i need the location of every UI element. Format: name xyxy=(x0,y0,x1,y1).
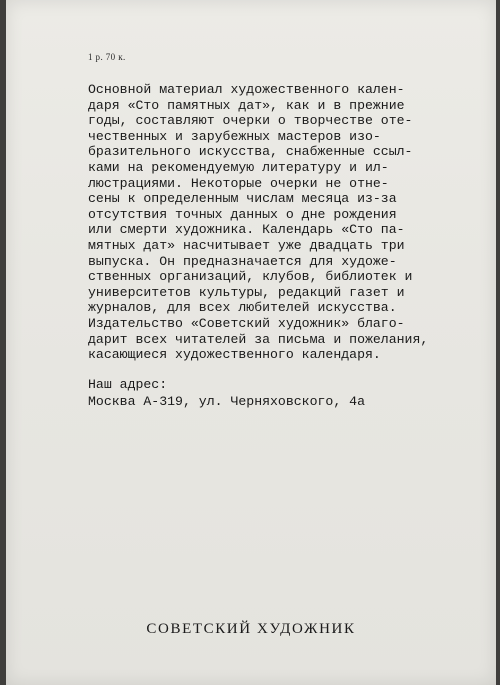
text-line: или смерти художника. Календарь «Сто па- xyxy=(88,222,405,238)
text-line: люстрациями. Некоторые очерки не отне- xyxy=(88,175,389,191)
text-line: сены к определенным числам месяца из-за xyxy=(88,191,397,207)
text-line: даря «Сто памятных дат», как и в прежние xyxy=(88,97,405,113)
text-line: мятных дат» насчитывает уже двадцать три xyxy=(88,237,405,253)
text-line: чественных и зарубежных мастеров изо- xyxy=(88,128,381,144)
text-line: журналов, для всех любителей искусства. xyxy=(88,300,397,316)
back-cover-page xyxy=(6,0,496,685)
description-text xyxy=(88,82,428,363)
text-line: бразительного искусства, снабженные ссыл- xyxy=(88,144,413,160)
text-line: ственных организаций, клубов, библиотек и xyxy=(88,269,413,285)
text-line: ками на рекомендуемую литературу и ил- xyxy=(88,159,389,175)
publisher-name: СОВЕТСКИЙ ХУДОЖНИК xyxy=(146,621,356,637)
text-line: дарит всех читателей за письма и пожелания, xyxy=(88,331,429,347)
price-label: 1 р. 70 к. xyxy=(88,52,126,62)
text-line: университетов культуры, редакций газет и xyxy=(88,284,405,300)
text-line: Издательство «Советский художник» благо- xyxy=(88,315,405,331)
text-line: Основной материал художественного кален- xyxy=(88,82,405,97)
address-value: Москва А-319, ул. Черняховского, 4а xyxy=(88,394,365,409)
address-block xyxy=(88,376,365,410)
text-line: касающиеся художественного календаря. xyxy=(88,347,381,363)
address-label: Наш адрес: xyxy=(88,377,168,392)
text-line: выпуска. Он предназначается для художе- xyxy=(88,253,397,269)
text-line: отсутствия точных данных о дне рождения xyxy=(88,206,397,222)
text-line: годы, составляют очерки о творчестве оте- xyxy=(88,113,413,129)
